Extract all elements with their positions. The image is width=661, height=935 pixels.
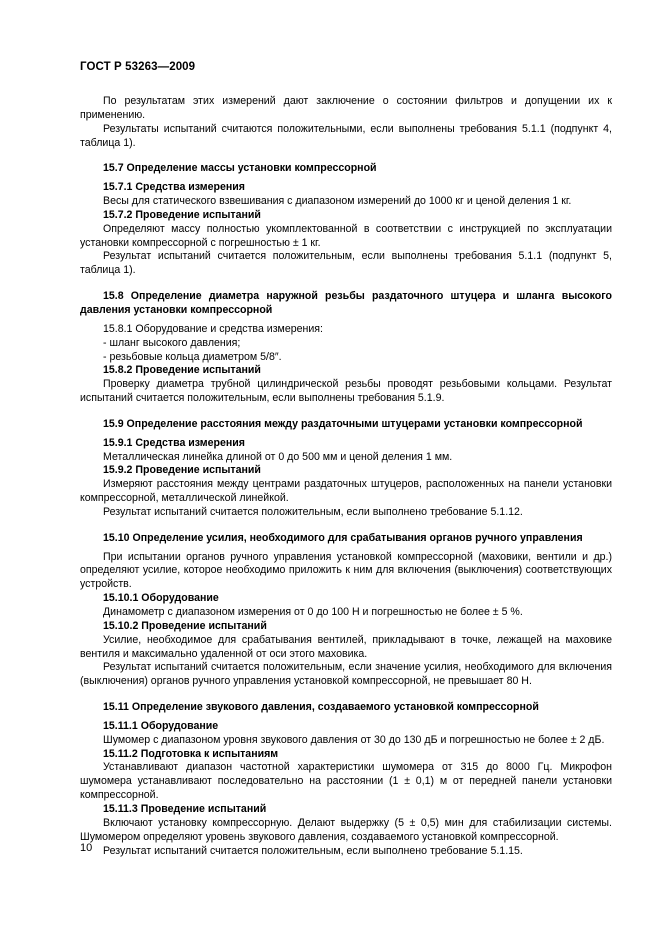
subsection-heading: 15.11.1 Оборудование	[103, 719, 219, 732]
paragraph: Устанавливают диапазон частотной характеристики шумомера от 315 до 8000 Гц. Микрофон шумомера устанавливают последовательно на расстоянии (1 ± 0,1) м от передней панели установки компрессорной.	[80, 761, 612, 802]
paragraph: Проверку диаметра трубной цилиндрической резьбы проводят резьбовыми кольцами. Результат испытаний считается положительным, если выполнены требования 5.1.9.	[80, 378, 612, 405]
subsection-heading: 15.10.2 Проведение испытаний	[103, 619, 267, 632]
standard-header: ГОСТ Р 53263—2009	[80, 61, 196, 73]
list-item: - шланг высокого давления;	[103, 336, 241, 349]
list-item: - резьбовые кольца диаметром 5/8″.	[103, 350, 282, 363]
paragraph: Металлическая линейка длиной от 0 до 500 мм и ценой деления 1 мм.	[103, 450, 453, 463]
subsection-heading: 15.10.1 Оборудование	[103, 592, 219, 605]
subsection-heading: 15.7.2 Проведение испытаний	[103, 208, 261, 221]
section-heading-15-8: 15.8 Определение диаметра наружной резьбы раздаточного штуцера и шланга высокого давления установки компрессорной	[80, 290, 612, 316]
paragraph: Результаты испытаний считаются положительными, если выполнены требования 5.1.1 (подпункт 4, таблица 1).	[80, 122, 612, 149]
section-heading-15-9: 15.9 Определение расстояния между раздаточными штуцерами установки компрессорной	[103, 417, 583, 430]
paragraph: 15.8.1 Оборудование и средства измерения:	[103, 322, 323, 335]
subsection-heading: 15.11.2 Подготовка к испытаниям	[103, 747, 279, 760]
paragraph: Динамометр с диапазоном измерения от 0 до 100 Н и погрешностью не более ± 5 %.	[103, 606, 523, 618]
section-heading-15-11: 15.11 Определение звукового давления, создаваемого установкой компрессорной	[103, 701, 539, 714]
subsection-heading: 15.8.2 Проведение испытаний	[103, 364, 261, 377]
subsection-heading: 15.11.3 Проведение испытаний	[103, 802, 267, 815]
document-body	[80, 95, 612, 858]
paragraph: Включают установку компрессорную. Делают выдержку (5 ± 0,5) мин для стабилизации системы. Шумомером определяют уровень звукового давления, создаваемого установкой компрессорной.	[80, 816, 612, 843]
paragraph: При испытании органов ручного управления установкой компрессорной (маховики, вентили и др.) определяют усилие, которое необходимо приложить к ним для включения (выключения) соответствующих устройств.	[80, 550, 612, 591]
subsection-heading: 15.9.1 Средства измерения	[103, 436, 245, 449]
paragraph: Результат испытаний считается положительным, если значение усилия, необходимого для включения (выключения) органов ручного управления установкой компрессорной, не превышает 80 Н.	[80, 661, 612, 688]
page-number: 10	[80, 842, 93, 854]
section-heading-15-10: 15.10 Определение усилия, необходимого для срабатывания органов ручного управления	[103, 531, 583, 544]
paragraph: Шумомер с диапазоном уровня звукового давления от 30 до 130 дБ и погрешностью не более ± 2 дБ.	[103, 733, 605, 746]
paragraph: Результат испытаний считается положительным, если выполнены требования 5.1.1 (подпункт 5, таблица 1).	[80, 250, 612, 277]
paragraph: Измеряют расстояния между центрами раздаточных штуцеров, расположенных на панели установки компрессорной, металлической линейкой.	[80, 478, 612, 505]
paragraph: По результатам этих измерений дают заключение о состоянии фильтров и допущении их к применению.	[80, 95, 612, 121]
paragraph: Определяют массу полностью укомплектованной в соответствии с инструкцией по эксплуатации установки компрессорной с погрешностью ± 1 кг.	[80, 222, 612, 249]
paragraph: Результат испытаний считается положительным, если выполнено требование 5.1.15.	[103, 844, 523, 857]
paragraph: Результат испытаний считается положительным, если выполнено требование 5.1.12.	[103, 505, 523, 518]
subsection-heading: 15.9.2 Проведение испытаний	[103, 464, 261, 477]
paragraph: Весы для статического взвешивания с диапазоном измерений до 1000 кг и ценой деления 1 кг.	[103, 195, 572, 208]
section-heading-15-7: 15.7 Определение массы установки компрессорной	[103, 162, 377, 175]
paragraph: Усилие, необходимое для срабатывания вентилей, прикладывают в точке, лежащей на маховике вентиля и максимально удаленной от оси этого маховика.	[80, 633, 612, 660]
subsection-heading: 15.7.1 Средства измерения	[103, 181, 245, 194]
